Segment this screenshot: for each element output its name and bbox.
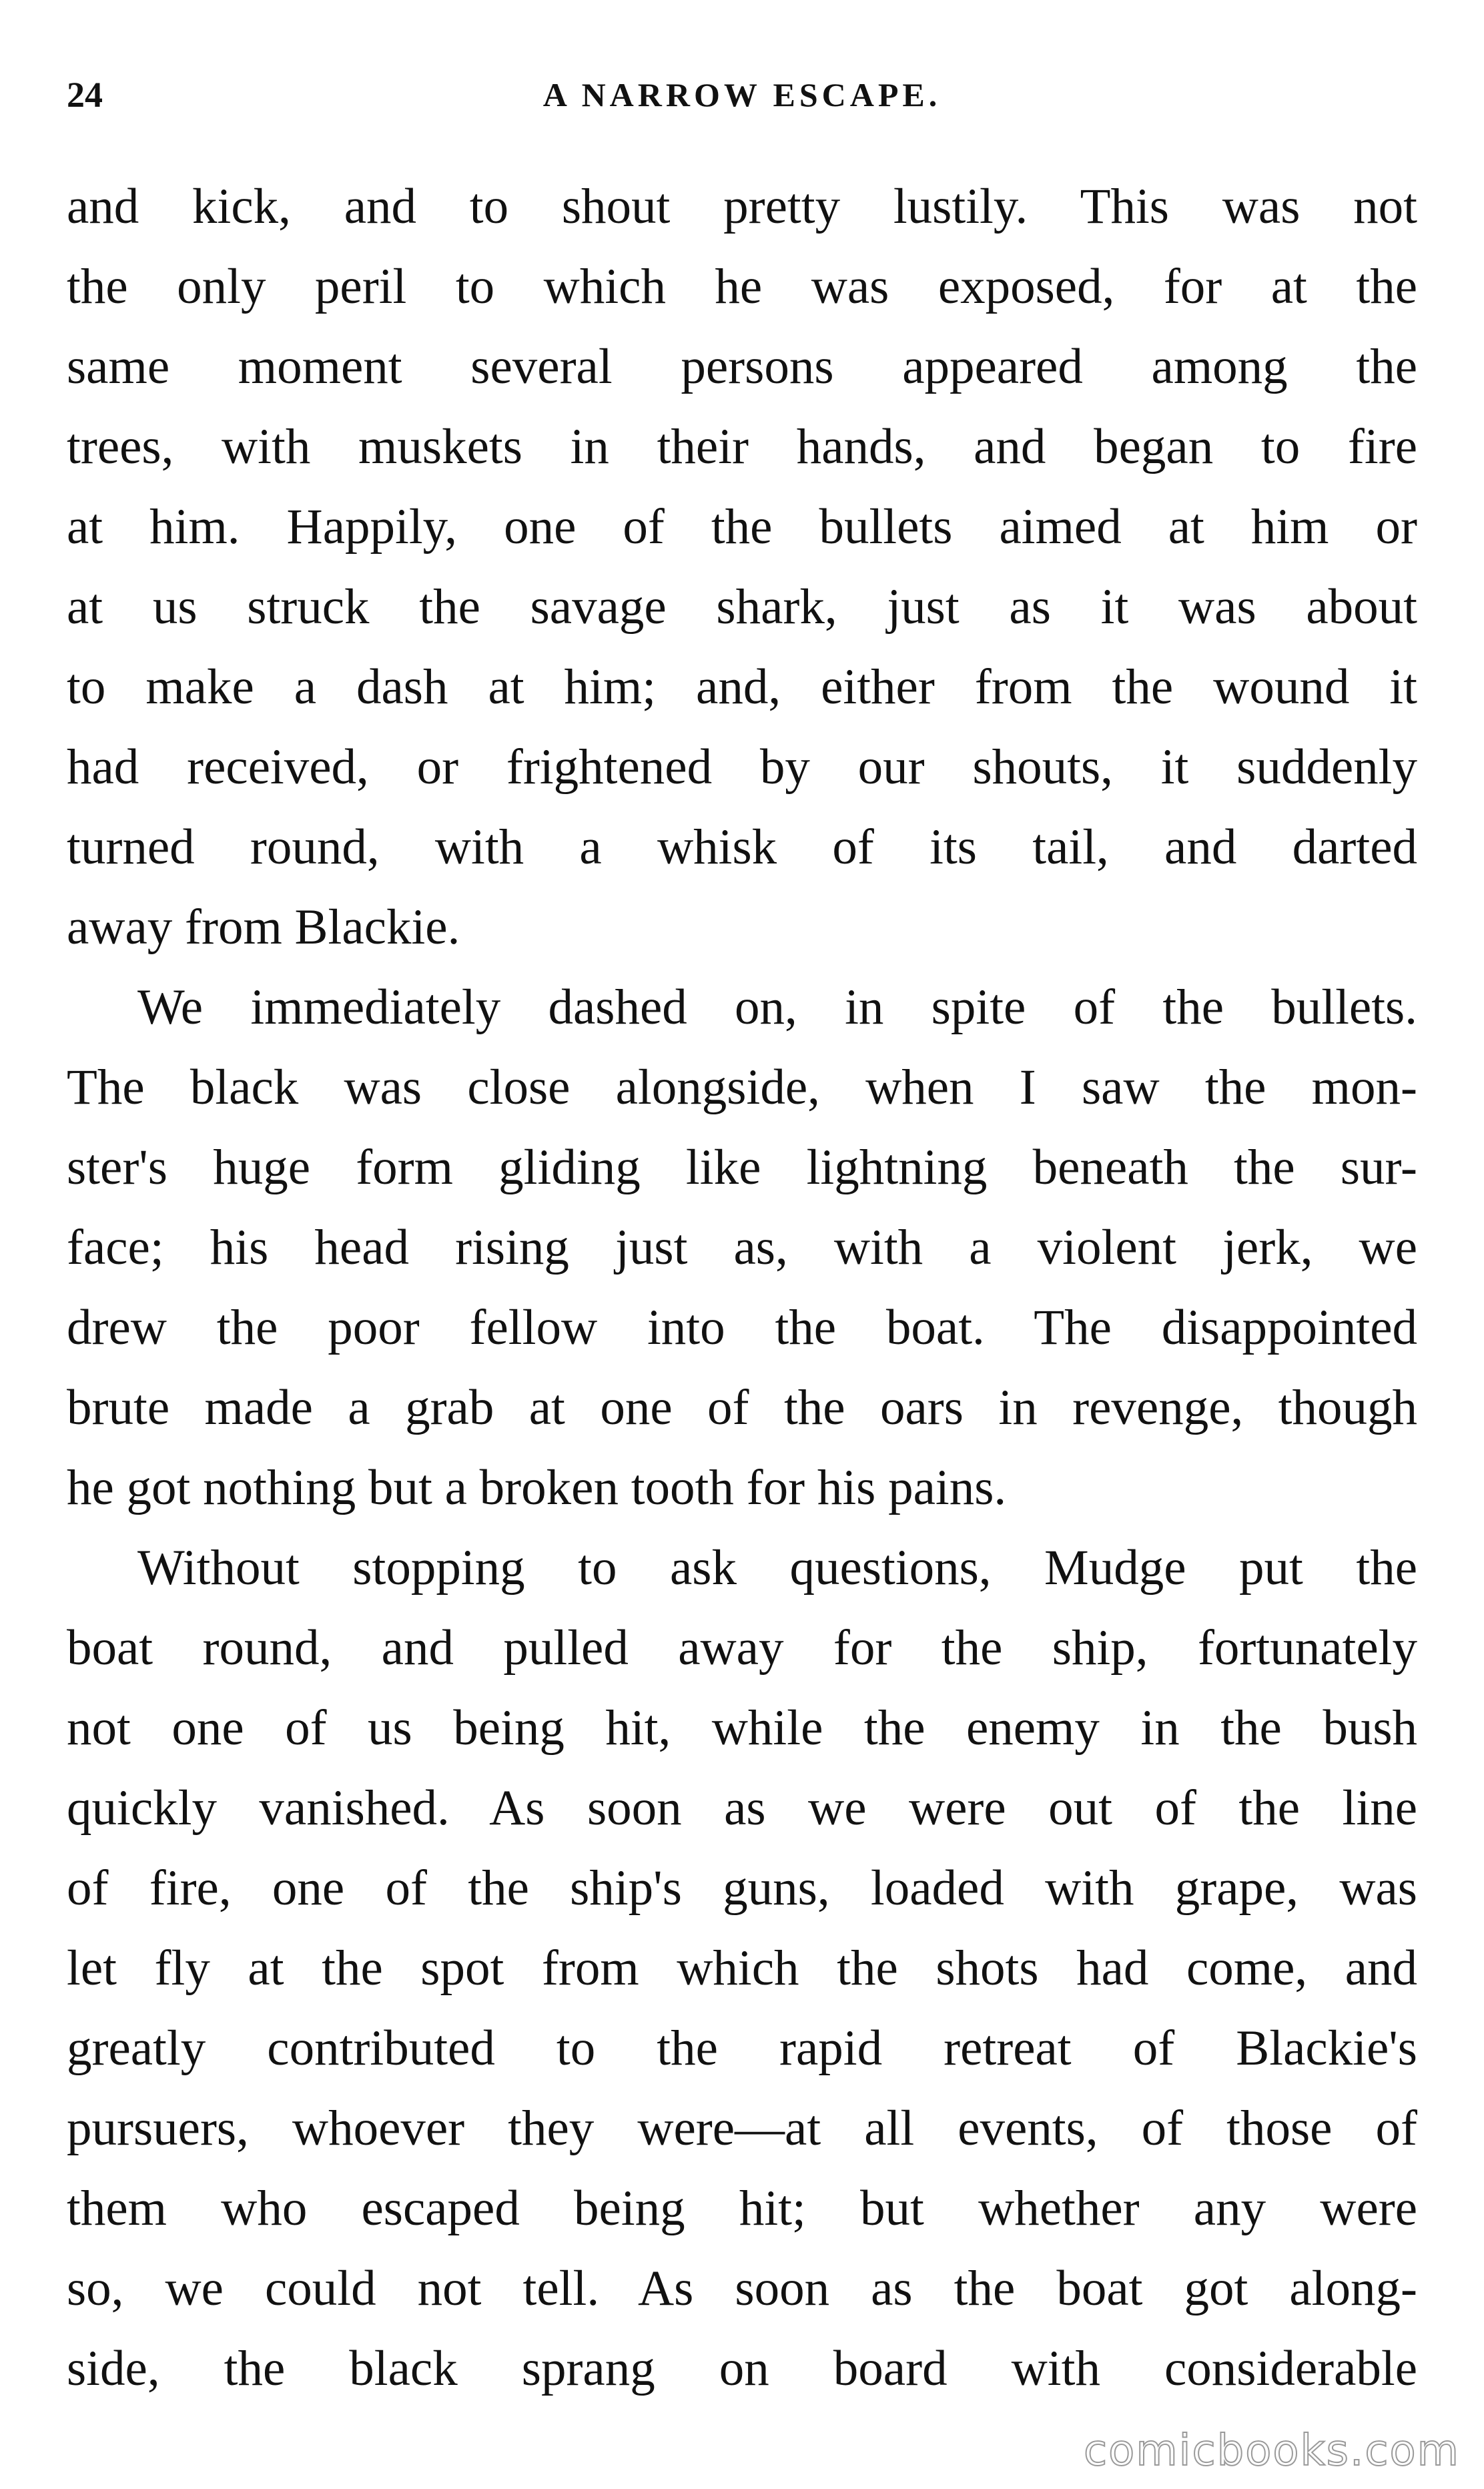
text-line: turned round, with a whisk of its tail, and darted (67, 819, 1417, 875)
text-line: at him. Happily, one of the bullets aimed at him or (67, 499, 1417, 555)
page-number: 24 (67, 75, 103, 115)
text-line: The black was close alongside, when I saw the mon- (67, 1060, 1417, 1115)
text-line: of fire, one of the ship's guns, loaded with grape, was (67, 1860, 1417, 1916)
text-line: We immediately dashed on, in spite of the bullets. (137, 980, 1417, 1035)
text-line: same moment several persons appeared among the (67, 339, 1417, 394)
text-line: ster's huge form gliding like lightning beneath the sur- (67, 1140, 1417, 1195)
text-line: the only peril to which he was exposed, for at the (67, 259, 1417, 314)
body-text (67, 167, 1417, 2409)
text-line: not one of us being hit, while the enemy in the bush (67, 1700, 1417, 1756)
text-line: and kick, and to shout pretty lustily. This was not (67, 179, 1417, 234)
text-line: brute made a grab at one of the oars in revenge, though (67, 1380, 1417, 1435)
text-line: at us struck the savage shark, just as it was about (67, 579, 1417, 635)
page-header (67, 61, 1417, 128)
text-line: trees, with muskets in their hands, and began to fire (67, 419, 1417, 474)
running-title: A NARROW ESCAPE. (542, 76, 942, 113)
text-line: drew the poor fellow into the boat. The disappointed (67, 1300, 1417, 1355)
text-line: Without stopping to ask questions, Mudge put the (137, 1540, 1417, 1595)
text-line: to make a dash at him; and, either from the wound it (67, 659, 1417, 715)
text-line: greatly contributed to the rapid retreat of Blackie's (67, 2021, 1417, 2076)
text-line: them who escaped being hit; but whether any were (67, 2181, 1417, 2236)
text-line: face; his head rising just as, with a violent jerk, we (67, 1220, 1417, 1275)
text-line: had received, or frightened by our shouts, it suddenly (67, 739, 1417, 795)
text-line: boat round, and pulled away for the ship, fortunately (67, 1620, 1417, 1676)
paragraph-3 (67, 1528, 1417, 2409)
text-line: away from Blackie. (67, 900, 460, 955)
text-line: pursuers, whoever they were—at all events, of those of (67, 2101, 1417, 2156)
text-line: let fly at the spot from which the shots had come, and (67, 1940, 1417, 1996)
text-line: side, the black sprang on board with considerable (67, 2341, 1417, 2396)
text-line: he got nothing but a broken tooth for his pains. (67, 1460, 1007, 1515)
text-line: quickly vanished. As soon as we were out of the line (67, 1780, 1417, 1836)
paragraph-2 (67, 968, 1417, 1528)
text-line: so, we could not tell. As soon as the boat got along- (67, 2261, 1417, 2316)
paragraph-1 (67, 167, 1417, 968)
watermark: comicbooks.com (1083, 2426, 1460, 2476)
